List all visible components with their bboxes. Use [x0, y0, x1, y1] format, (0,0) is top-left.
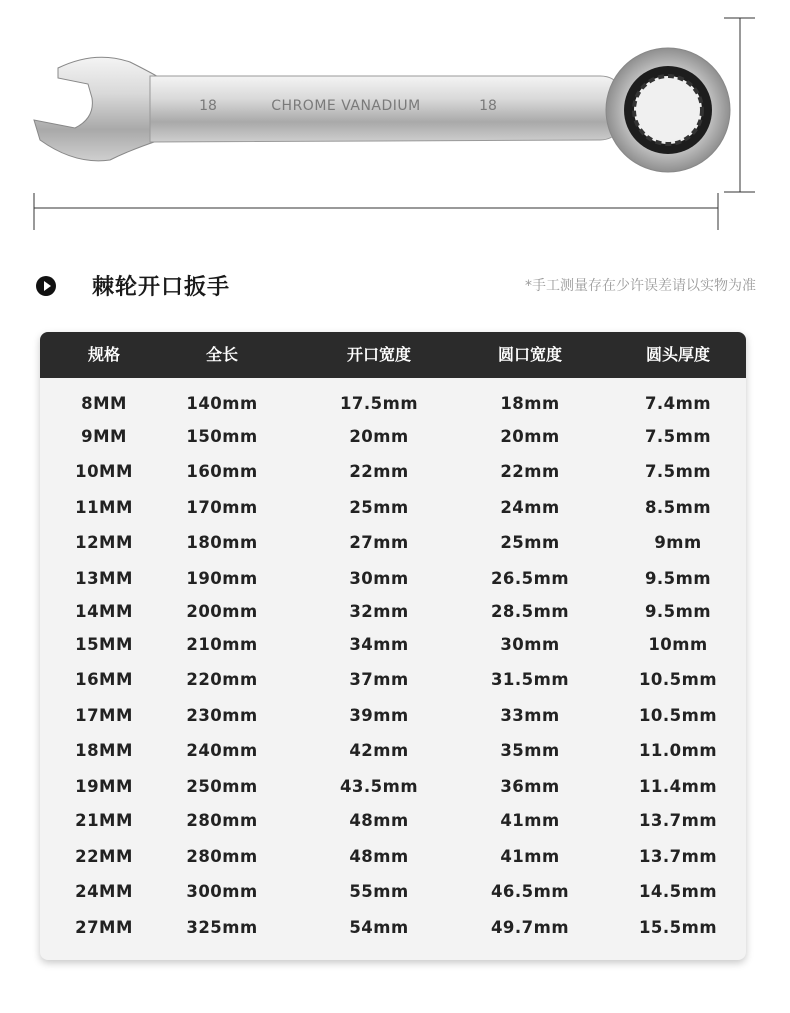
cell-length: 150mm [186, 427, 258, 446]
cell-length: 325mm [186, 918, 258, 937]
cell-head-thickness: 13.7mm [638, 811, 718, 830]
cell-length: 280mm [186, 847, 258, 866]
table-row [40, 772, 746, 802]
cell-spec: 14MM [75, 602, 133, 621]
cell-length: 280mm [186, 811, 258, 830]
cell-spec: 9MM [81, 427, 127, 446]
cell-open-width: 27mm [349, 533, 409, 552]
table-row [40, 493, 746, 523]
brand-text: CHROME VANADIUM [271, 98, 421, 114]
cell-length: 160mm [186, 462, 258, 481]
cell-length: 180mm [186, 533, 258, 552]
table-row [40, 665, 746, 695]
cell-ring-width: 22mm [500, 462, 560, 481]
cell-head-thickness: 15.5mm [638, 918, 718, 937]
cell-length: 240mm [186, 741, 258, 760]
table-row [40, 457, 746, 487]
measurement-note: *手工测量存在少许误差请以实物为准 [525, 278, 756, 294]
cell-open-width: 30mm [349, 569, 409, 588]
cell-ring-width: 18mm [500, 394, 560, 413]
cell-open-width: 22mm [349, 462, 409, 481]
cell-open-width: 17.5mm [339, 394, 419, 413]
cell-ring-width: 35mm [500, 741, 560, 760]
cell-open-width: 37mm [349, 670, 409, 689]
cell-ring-width: 20mm [500, 427, 560, 446]
table-row [40, 736, 746, 766]
header-length: 全长 [205, 345, 239, 364]
cell-length: 300mm [186, 882, 258, 901]
cell-spec: 21MM [75, 811, 133, 830]
table-row [40, 564, 746, 594]
cell-head-thickness: 14.5mm [638, 882, 718, 901]
cell-head-thickness: 9mm [654, 533, 702, 552]
cell-ring-width: 31.5mm [490, 670, 570, 689]
table-row [40, 597, 746, 627]
cell-open-width: 32mm [349, 602, 409, 621]
cell-head-thickness: 8.5mm [644, 498, 712, 517]
cell-length: 210mm [186, 635, 258, 654]
cell-ring-width: 30mm [500, 635, 560, 654]
cell-spec: 22MM [75, 847, 133, 866]
cell-length: 230mm [186, 706, 258, 725]
cell-ring-width: 36mm [500, 777, 560, 796]
cell-open-width: 39mm [349, 706, 409, 725]
cell-ring-width: 26.5mm [490, 569, 570, 588]
cell-head-thickness: 7.5mm [644, 427, 712, 446]
cell-spec: 8MM [81, 394, 127, 413]
table-row [40, 806, 746, 836]
cell-spec: 27MM [75, 918, 133, 937]
header-ring-width: 圆口宽度 [497, 345, 563, 364]
cell-ring-width: 33mm [500, 706, 560, 725]
table-row [40, 877, 746, 907]
cell-ring-width: 41mm [500, 811, 560, 830]
cell-length: 140mm [186, 394, 258, 413]
table-row [40, 389, 746, 419]
spec-table [40, 332, 746, 960]
cell-spec: 11MM [75, 498, 133, 517]
size-mark-left: 18 [199, 98, 217, 114]
cell-head-thickness: 7.4mm [644, 394, 712, 413]
cell-spec: 16MM [75, 670, 133, 689]
cell-open-width: 42mm [349, 741, 409, 760]
cell-head-thickness: 10mm [648, 635, 708, 654]
cell-head-thickness: 11.4mm [638, 777, 718, 796]
section-title: 棘轮开口扳手 [92, 275, 231, 300]
cell-open-width: 55mm [349, 882, 409, 901]
header-head-thickness: 圆头厚度 [645, 345, 711, 364]
section-header [36, 268, 756, 304]
cell-head-thickness: 9.5mm [644, 602, 712, 621]
table-row [40, 842, 746, 872]
cell-length: 220mm [186, 670, 258, 689]
cell-open-width: 48mm [349, 811, 409, 830]
cell-ring-width: 28.5mm [490, 602, 570, 621]
cell-head-thickness: 10.5mm [638, 706, 718, 725]
cell-open-width: 20mm [349, 427, 409, 446]
cell-spec: 18MM [75, 741, 133, 760]
cell-open-width: 34mm [349, 635, 409, 654]
cell-ring-width: 49.7mm [490, 918, 570, 937]
table-row [40, 422, 746, 452]
header-open-width: 开口宽度 [346, 345, 412, 364]
table-row [40, 630, 746, 660]
cell-head-thickness: 11.0mm [638, 741, 718, 760]
size-mark-right: 18 [479, 98, 497, 114]
wrench-illustration [0, 0, 790, 240]
cell-ring-width: 25mm [500, 533, 560, 552]
cell-head-thickness: 13.7mm [638, 847, 718, 866]
cell-open-width: 54mm [349, 918, 409, 937]
open-end-jaw [34, 57, 160, 161]
cell-open-width: 43.5mm [339, 777, 419, 796]
ratchet-socket [634, 76, 702, 144]
cell-spec: 17MM [75, 706, 133, 725]
cell-length: 250mm [186, 777, 258, 796]
cell-ring-width: 46.5mm [490, 882, 570, 901]
cell-head-thickness: 7.5mm [644, 462, 712, 481]
header-spec: 规格 [87, 345, 121, 364]
cell-open-width: 25mm [349, 498, 409, 517]
cell-head-thickness: 9.5mm [644, 569, 712, 588]
cell-ring-width: 41mm [500, 847, 560, 866]
table-row [40, 528, 746, 558]
table-row [40, 701, 746, 731]
table-header [40, 332, 746, 378]
cell-spec: 19MM [75, 777, 133, 796]
cell-spec: 13MM [75, 569, 133, 588]
product-image [0, 0, 790, 240]
cell-open-width: 48mm [349, 847, 409, 866]
table-row [40, 913, 746, 943]
cell-length: 200mm [186, 602, 258, 621]
cell-spec: 10MM [75, 462, 133, 481]
cell-spec: 12MM [75, 533, 133, 552]
cell-ring-width: 24mm [500, 498, 560, 517]
cell-head-thickness: 10.5mm [638, 670, 718, 689]
cell-length: 170mm [186, 498, 258, 517]
cell-spec: 15MM [75, 635, 133, 654]
cell-spec: 24MM [75, 882, 133, 901]
play-icon [36, 276, 56, 296]
cell-length: 190mm [186, 569, 258, 588]
